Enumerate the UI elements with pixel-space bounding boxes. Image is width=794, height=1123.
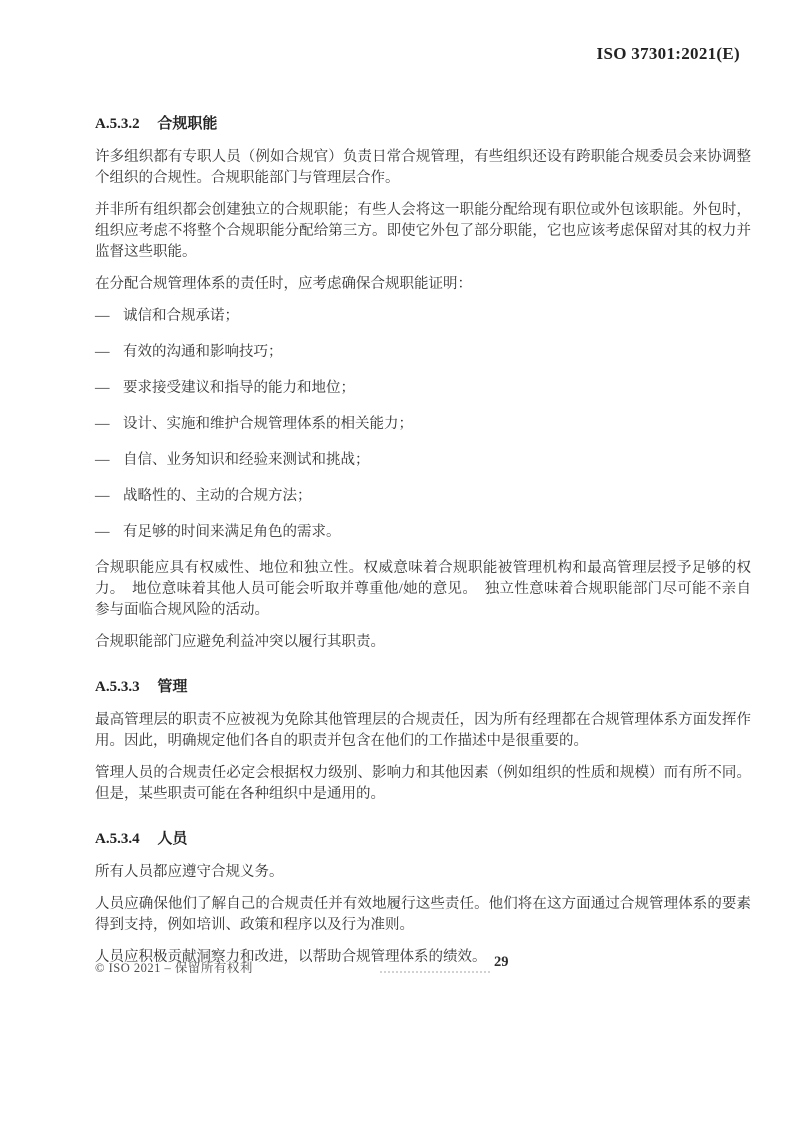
page-header (597, 44, 740, 64)
footer-copyright: © ISO 2021 – 保留所有权利 (95, 961, 253, 975)
list-item-text: 设计、实施和维护合规管理体系的相关能力； (123, 416, 413, 432)
section-number: A.5.3.3 (95, 679, 140, 695)
dash-marker: — (95, 524, 110, 540)
document-body (95, 112, 751, 979)
dash-marker: — (95, 380, 110, 396)
paragraph: 合规职能部门应避免利益冲突以履行其职责。 (95, 634, 385, 650)
section-heading (95, 675, 751, 696)
list-item-text: 要求接受建议和指导的能力和地位； (123, 380, 355, 396)
list-item (95, 306, 751, 327)
paragraph: 许多组织都有专职人员（例如合规官）负责日常合规管理，有些组织还设有跨职能合规委员会来协调整个组织的合规性。合规职能部门与管理层合作。 (95, 149, 751, 186)
paragraph: 合规职能应具有权威性、地位和独立性。权威意味着合规职能被管理机构和最高管理层授予足够的权力。 地位意味着其他人员可能会听取并尊重他/她的意见。 独立性意味着合规职能部门尽可能不亲自参与面临合规风险的活动。 (95, 560, 751, 618)
list-item-text: 自信、业务知识和经验来测试和挑战； (123, 452, 370, 468)
paragraph: 最高管理层的职责不应被视为免除其他管理层的合规责任，因为所有经理都在合规管理体系方面发挥作用。因此，明确规定他们各自的职责并包含在他们的工作描述中是很重要的。 (95, 712, 751, 749)
paragraph-lead-in: 在分配合规管理体系的责任时，应考虑确保合规职能证明： (95, 276, 472, 292)
list-item (95, 486, 751, 507)
dash-marker: — (95, 452, 110, 468)
section-title: 管理 (157, 679, 188, 695)
section-title: 人员 (157, 831, 188, 847)
list-item (95, 450, 751, 471)
dash-marker: — (95, 344, 110, 360)
section-number: A.5.3.2 (95, 116, 140, 132)
list-item (95, 414, 751, 435)
section-title: 合规职能 (157, 116, 218, 132)
section-heading (95, 112, 751, 133)
dash-marker: — (95, 488, 110, 504)
section-heading (95, 827, 751, 848)
list-item-text: 诚信和合规承诺； (123, 308, 239, 324)
paragraph: 所有人员都应遵守合规义务。 (95, 864, 284, 880)
list-item (95, 378, 751, 399)
dash-marker: — (95, 416, 110, 432)
footer-page-number: 29 (494, 954, 509, 970)
document-id: ISO 37301:2021(E) (596, 44, 740, 63)
list-item-text: 有足够的时间来满足角色的需求。 (123, 524, 341, 540)
paragraph: 人员应确保他们了解自己的合规责任并有效地履行这些责任。他们将在这方面通过合规管理体系的要素得到支持，例如培训、政策和程序以及行为准则。 (95, 896, 751, 933)
paragraph: 管理人员的合规责任必定会根据权力级别、影响力和其他因素（例如组织的性质和规模）而有所不同。但是，某些职责可能在各种组织中是通用的。 (95, 765, 751, 802)
paragraph: 并非所有组织都会创建独立的合规职能；有些人会将这一职能分配给现有职位或外包该职能。外包时，组织应考虑不将整个合规职能分配给第三方。即使它外包了部分职能，它也应该考虑保留对其的权力并监督这些职能。 (95, 202, 751, 260)
dash-marker: — (95, 308, 110, 324)
paragraph: 人员应积极贡献洞察力和改进，以帮助合规管理体系的绩效。 (95, 949, 487, 965)
list-item (95, 522, 751, 543)
list-item-text: 战略性的、主动的合规方法； (123, 488, 312, 504)
list-item (95, 342, 751, 363)
section-number: A.5.3.4 (95, 831, 140, 847)
list-item-text: 有效的沟通和影响技巧； (123, 344, 283, 360)
dash-list (95, 306, 751, 543)
footer-faded-marks (380, 971, 490, 973)
